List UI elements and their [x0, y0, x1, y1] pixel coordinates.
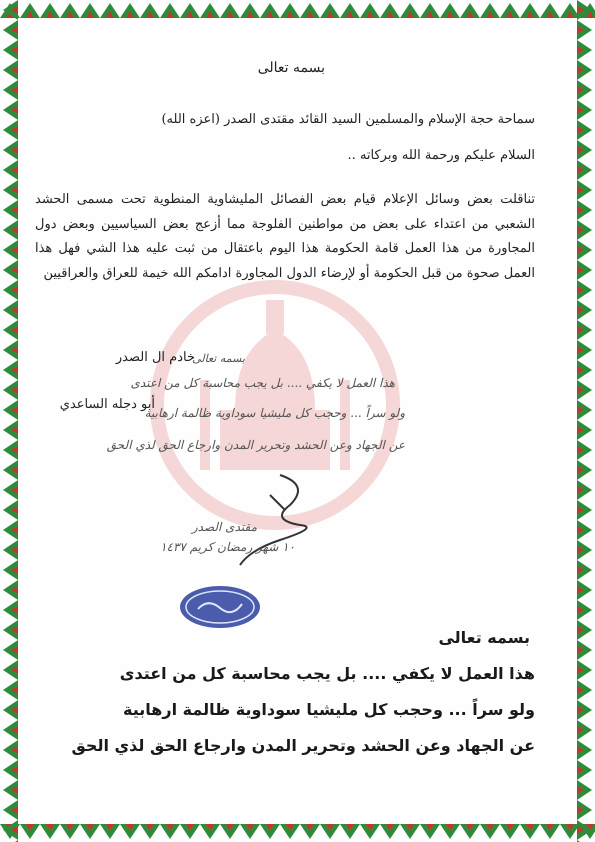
- signature-name: أبو دجله الساعدي: [59, 397, 155, 412]
- handwritten-line: هذا العمل لا يكفي .... بل يجب محاسبة كل من اعتدى: [130, 376, 395, 390]
- transcription-line: هذا العمل لا يكفي .... بل يجب محاسبة كل من اعتدى: [119, 664, 535, 683]
- handwritten-line: ولو سراً ... وحجب كل مليشيا سوداوية ظالمة ارهابية: [144, 406, 405, 420]
- official-seal: [178, 584, 262, 630]
- letter-heading: بسمه تعالى: [257, 60, 325, 76]
- decorative-border-left: [0, 0, 20, 842]
- letter-body: تناقلت بعض وسائل الإعلام قيام بعض الفصائل المليشاوية المنطوية تحت مسمى الحشد الشعبي من اعتداء على بعض من مواطنين الفلوجة مما أزعج بعض السياسيين وبعض دول المجاورة من هذا العمل قامة الحكومة هذا اليوم باعتقال من ثبت عليه هذا الشي فهل هذا العمل صحوة من قبل الحكومة أو لإرضاء الدول المجاورة ادامكم الله خيمة للعراق والعراقيين: [35, 192, 535, 281]
- letter-addressee: سماحة حجة الإسلام والمسلمين السيد القائد مقتدى الصدر (اعزه الله): [161, 112, 535, 127]
- transcription-line: ولو سراً ... وحجب كل مليشيا سوداوية ظالمة ارهابية: [123, 700, 535, 719]
- decorative-border-bottom: [0, 822, 595, 842]
- handwritten-line: عن الجهاد وعن الحشد وتحرير المدن وارجاع الحق لذي الحق: [106, 438, 405, 452]
- decorative-border-top: [0, 0, 595, 20]
- letter-greeting: السلام عليكم ورحمة الله وبركاته ..: [347, 148, 535, 163]
- handwritten-signature: مقتدى الصدر: [191, 520, 257, 534]
- transcription-line: عن الجهاد وعن الحشد وتحرير المدن وارجاع الحق لذي الحق: [71, 736, 535, 755]
- signature-role: خادم ال الصدر: [115, 350, 195, 365]
- transcription-heading: بسمه تعالى: [438, 628, 530, 647]
- decorative-border-right: [575, 0, 595, 842]
- handwritten-heading: بسمه تعالى: [192, 352, 245, 365]
- handwritten-date: ١٠ شهر رمضان كريم ١٤٣٧: [160, 540, 295, 554]
